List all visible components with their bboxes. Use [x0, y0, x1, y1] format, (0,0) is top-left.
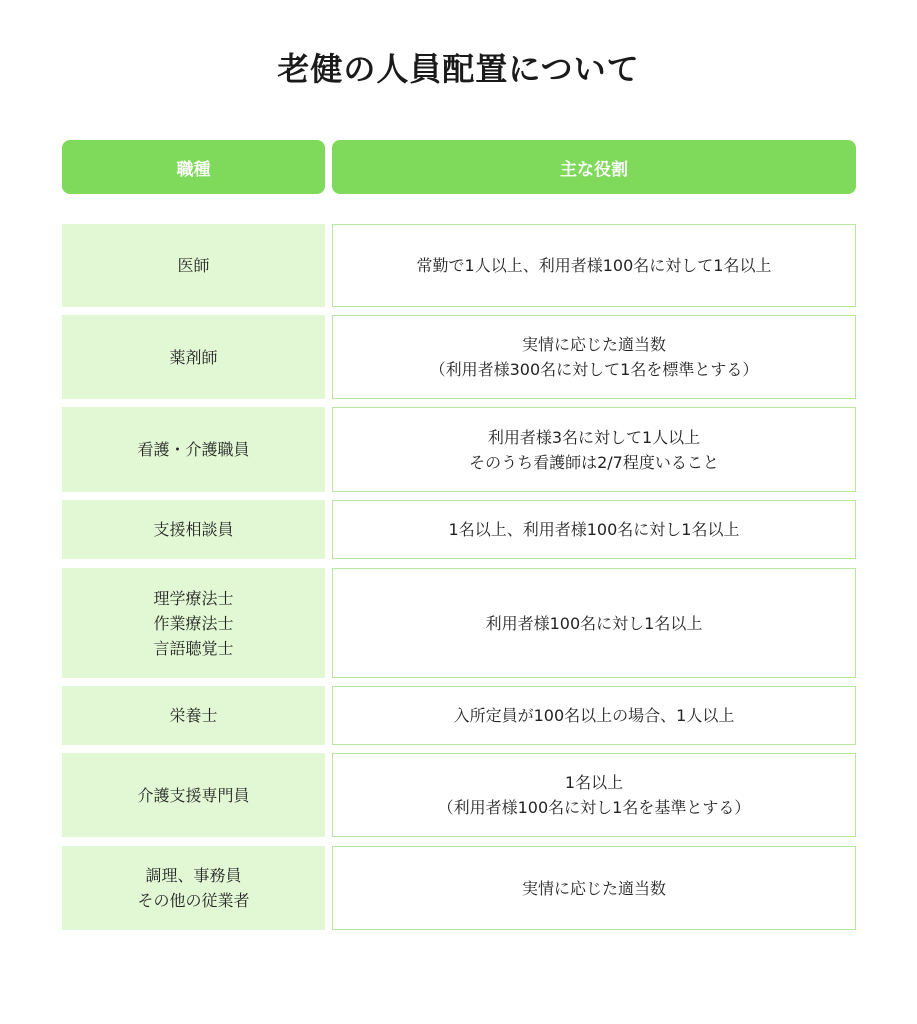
- page-title: 老健の人員配置について: [277, 50, 640, 88]
- role-cell: [62, 315, 325, 399]
- description-text: 常勤で1人以上、利用者様100名に対して1名以上: [416, 256, 772, 275]
- table-row: [62, 568, 856, 678]
- role-cell: [62, 500, 325, 559]
- role-cell: [62, 753, 325, 837]
- role-cell: [62, 224, 325, 307]
- role-text: 作業療法士: [153, 613, 234, 633]
- column-header-description: 主な役割: [332, 140, 856, 194]
- description-text: 実情に応じた適当数: [521, 335, 666, 354]
- role-cell: [62, 686, 325, 745]
- description-text: 利用者様3名に対して1人以上: [487, 427, 701, 447]
- role-cell: [62, 407, 325, 492]
- table-row: [62, 315, 856, 399]
- description-note: （利用者様300名に対して1名を標準とする）: [429, 360, 759, 379]
- table-row: [62, 753, 856, 837]
- table-row: [62, 407, 856, 492]
- role-text: 調理、事務員: [145, 866, 242, 885]
- table-row: [62, 224, 856, 307]
- description-cell: [332, 407, 856, 492]
- role-text: 栄養士: [169, 706, 218, 725]
- description-text: 1名以上: [564, 773, 624, 792]
- description-note: （利用者様100名に対し1名を基準とする）: [437, 798, 751, 817]
- description-cell: [332, 753, 856, 837]
- role-text: 看護・介護職員: [137, 440, 250, 459]
- table-row: [62, 500, 856, 559]
- role-cell: [62, 846, 325, 930]
- description-text: 実情に応じた適当数: [521, 878, 666, 898]
- role-text: 支援相談員: [153, 520, 234, 539]
- description-cell: [332, 500, 856, 559]
- table-row: [62, 686, 856, 745]
- description-text: 1名以上、利用者様100名に対し1名以上: [448, 520, 740, 539]
- role-text: 薬剤師: [169, 347, 218, 367]
- column-header-role: 職種: [62, 140, 325, 194]
- description-text: 入所定員が100名以上の場合、1人以上: [453, 706, 735, 725]
- role-text: 言語聴覚士: [153, 638, 234, 658]
- description-cell: [332, 224, 856, 307]
- role-text: その他の従業者: [137, 891, 250, 910]
- description-cell: [332, 686, 856, 745]
- role-text: 理学療法士: [153, 588, 234, 608]
- description-note: そのうち看護師は2/7程度いること: [469, 452, 719, 472]
- description-cell: [332, 568, 856, 678]
- description-cell: [332, 846, 856, 930]
- role-text: 医師: [177, 256, 210, 275]
- table-row: [62, 846, 856, 930]
- description-cell: [332, 315, 856, 399]
- description-text: 利用者様100名に対し1名以上: [485, 613, 703, 633]
- role-text: 介護支援専門員: [137, 785, 250, 805]
- role-cell: [62, 568, 325, 678]
